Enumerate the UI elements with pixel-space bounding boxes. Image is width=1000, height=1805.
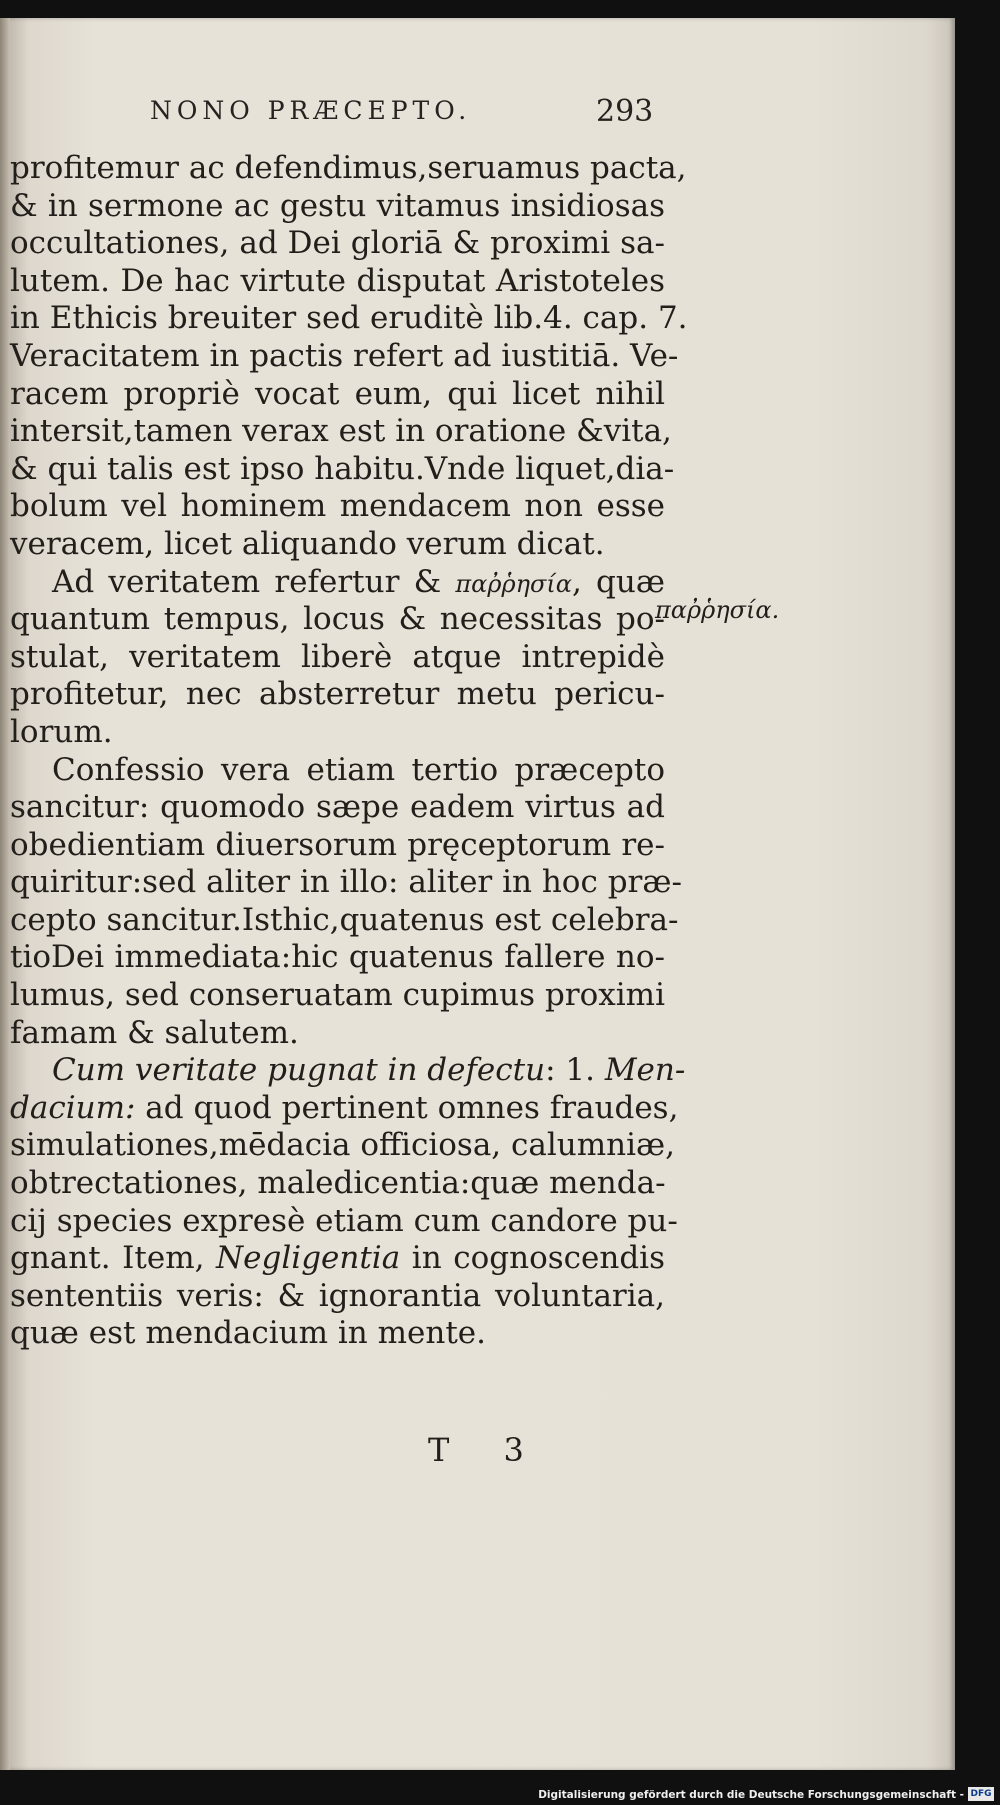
text-line: in Ethicis breuiter sed eruditè lib.4. cap. 7. (10, 300, 688, 337)
text-line: lutem. De hac virtute disputat Aristoteles (10, 262, 665, 299)
text-line: obedientiam diuersorum pręceptorum re- (10, 826, 665, 863)
italic-run: Negligentia (216, 1240, 401, 1277)
text-line: quæ est mendacium in mente. (10, 1315, 486, 1352)
text-line: & in sermone ac gestu vitamus insidiosas (10, 187, 665, 224)
text-run: , quæ (571, 563, 665, 600)
text-line: veracem, licet aliquando verum dicat. (10, 525, 605, 562)
text-line: & qui talis est ipso habitu.Vnde liquet,dia- (10, 450, 675, 487)
signature-mark: T 3 (428, 1431, 546, 1469)
text-line (10, 1052, 686, 1090)
text-run: ad quod pertinent omnes fraudes, (135, 1089, 679, 1126)
text-line: famam & salutem. (10, 1014, 299, 1051)
text-line: profitetur, nec absterretur metu pericu- (10, 676, 665, 713)
dfg-logo: DFG (968, 1787, 994, 1801)
page-gutter-shadow (0, 18, 10, 1770)
text-run: in cognoscendis (400, 1240, 665, 1277)
text-run: : 1. (545, 1052, 605, 1089)
text-line: cij species expresè etiam cum candore pu- (10, 1202, 678, 1239)
text-line: Veracitatem in pactis refert ad iustitiā. Ve- (10, 337, 679, 374)
italic-run: dacium: (10, 1089, 136, 1126)
greek-term: παῤῥησία (455, 569, 572, 598)
text-line: tioDei immediata:hic quatenus fallere no- (10, 939, 665, 976)
text-line: intersit,tamen verax est in oratione &vita, (10, 413, 672, 450)
text-line: lorum. (10, 713, 113, 750)
text-line: profitemur ac defendimus,seruamus pacta, (10, 150, 687, 186)
italic-run: Cum veritate pugnat in defectu (52, 1052, 546, 1089)
digitization-credit: Digitalisierung gefördert durch die Deutsche Forschungsgemeinschaft - (538, 1789, 964, 1801)
text-line: obtrectationes, maledicentia:quæ menda- (10, 1165, 666, 1202)
text-line: stulat, veritatem liberè atque intrepidè (10, 638, 665, 675)
text-line: occultationes, ad Dei gloriā & proximi sa- (10, 225, 665, 262)
text-line: simulationes,mēdacia officiosa, calumniæ, (10, 1127, 676, 1164)
running-head: NONO PRÆCEPTO. (150, 96, 472, 125)
text-line: sancitur: quomodo sæpe eadem virtus ad (10, 789, 665, 826)
text-line: quantum tempus, locus & necessitas po- (10, 601, 665, 638)
italic-run: Men- (604, 1052, 686, 1089)
text-line: quiritur:sed aliter in illo: aliter in hoc præ- (10, 864, 682, 901)
page-number: 293 (596, 94, 654, 129)
text-line: bolum vel hominem mendacem non esse (10, 488, 665, 525)
text-line: Confessio vera etiam tertio præcepto (52, 751, 665, 788)
text-line (10, 1089, 679, 1128)
text-line (10, 1240, 665, 1278)
text-line (10, 564, 665, 602)
book-page (0, 18, 955, 1770)
marginal-note: παῤῥησία. (655, 596, 780, 624)
text-line: cepto sancitur.Isthic,quatenus est celebra- (10, 901, 679, 938)
text-line: sententiis veris: & ignorantia voluntaria, (10, 1277, 665, 1314)
text-run: Ad veritatem refertur & (52, 563, 456, 600)
text-run: gnant. Item, (10, 1240, 217, 1277)
text-line: racem propriè vocat eum, qui licet nihil (10, 375, 665, 412)
text-line: lumus, sed conseruatam cupimus proximi (10, 977, 665, 1014)
main-text-block (10, 150, 688, 1353)
